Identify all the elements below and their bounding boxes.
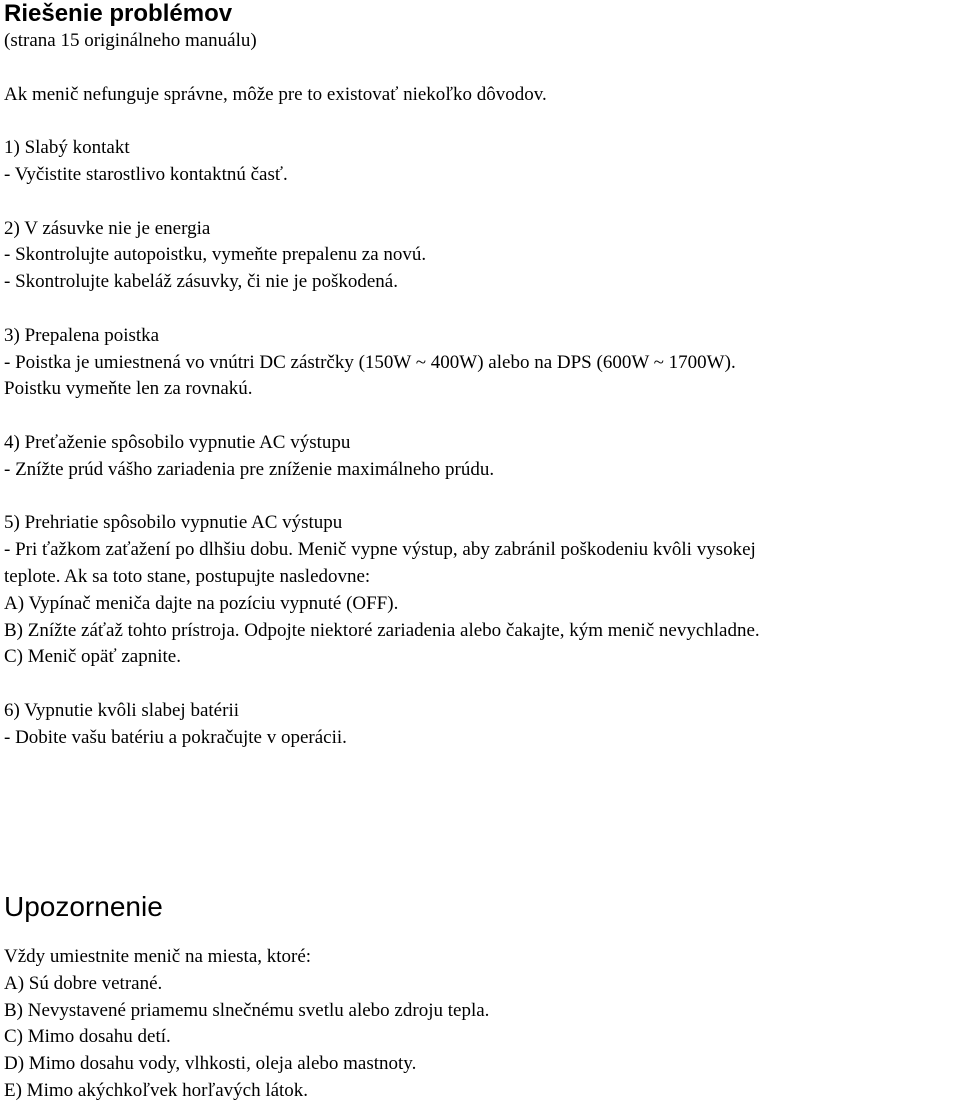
warning-item: E) Mimo akýchkoľvek horľavých látok. <box>4 1079 309 1101</box>
warning-intro: Vždy umiestnite menič na miesta, ktoré: <box>4 946 312 967</box>
troubleshooting-title: Riešenie problémov <box>4 0 233 27</box>
problem-line: Poistku vymeňte len za rovnakú. <box>4 378 253 400</box>
problem-item-3 <box>4 323 760 403</box>
problem-line: - Dobite vašu batériu a pokračujte v operácii. <box>4 726 347 748</box>
warning-section <box>4 890 489 1105</box>
problem-line: C) Menič opäť zapnite. <box>4 646 181 668</box>
problem-heading: 1) Slabý kontakt <box>4 137 130 159</box>
warning-item: B) Nevystavené priamemu slnečnému svetlu alebo zdroju tepla. <box>4 999 490 1021</box>
problem-item-6 <box>4 698 760 752</box>
problem-line: B) Znížte záťaž tohto prístroja. Odpojte niektoré zariadenia alebo čakajte, kým menič nevychladne. <box>4 619 760 641</box>
problem-heading: 6) Vypnutie kvôli slabej batérii <box>4 699 239 721</box>
problem-item-2 <box>4 216 760 296</box>
problem-item-1 <box>4 135 760 189</box>
problem-item-4 <box>4 430 760 484</box>
problem-item-5 <box>4 510 760 671</box>
warning-title: Upozornenie <box>4 891 163 922</box>
problem-line: teplote. Ak sa toto stane, postupujte nasledovne: <box>4 565 371 587</box>
troubleshooting-section <box>4 0 760 752</box>
warning-item: A) Sú dobre vetrané. <box>4 972 163 994</box>
problem-line: - Vyčistite starostlivo kontaktnú časť. <box>4 163 288 185</box>
problem-heading: 3) Prepalena poistka <box>4 324 160 346</box>
warning-item: C) Mimo dosahu detí. <box>4 1026 171 1048</box>
problem-line: - Pri ťažkom zaťažení po dlhšiu dobu. Menič vypne výstup, aby zabránil poškodeniu kvôli vysokej <box>4 539 756 561</box>
warning-item: D) Mimo dosahu vody, vlhkosti, oleja alebo mastnoty. <box>4 1053 417 1075</box>
problem-line: - Skontrolujte kabeláž zásuvky, či nie je poškodená. <box>4 271 398 293</box>
problem-heading: 4) Preťaženie spôsobilo vypnutie AC výstupu <box>4 431 351 453</box>
problem-line: - Znížte prúd vášho zariadenia pre zníženie maximálneho prúdu. <box>4 458 495 480</box>
troubleshooting-intro: Ak menič nefunguje správne, môže pre to existovať niekoľko dôvodov. <box>4 83 547 105</box>
problem-line: - Skontrolujte autopoistku, vymeňte prepalenu za novú. <box>4 244 427 266</box>
problem-heading: 2) V zásuvke nie je energia <box>4 217 211 239</box>
troubleshooting-subtitle: (strana 15 originálneho manuálu) <box>4 30 257 51</box>
problem-heading: 5) Prehriatie spôsobilo vypnutie AC výstupu <box>4 512 343 534</box>
problem-line: A) Vypínač meniča dajte na pozíciu vypnuté (OFF). <box>4 592 399 614</box>
problem-line: - Poistka je umiestnená vo vnútri DC zástrčky (150W ~ 400W) alebo na DPS (600W ~ 1700W). <box>4 351 736 373</box>
